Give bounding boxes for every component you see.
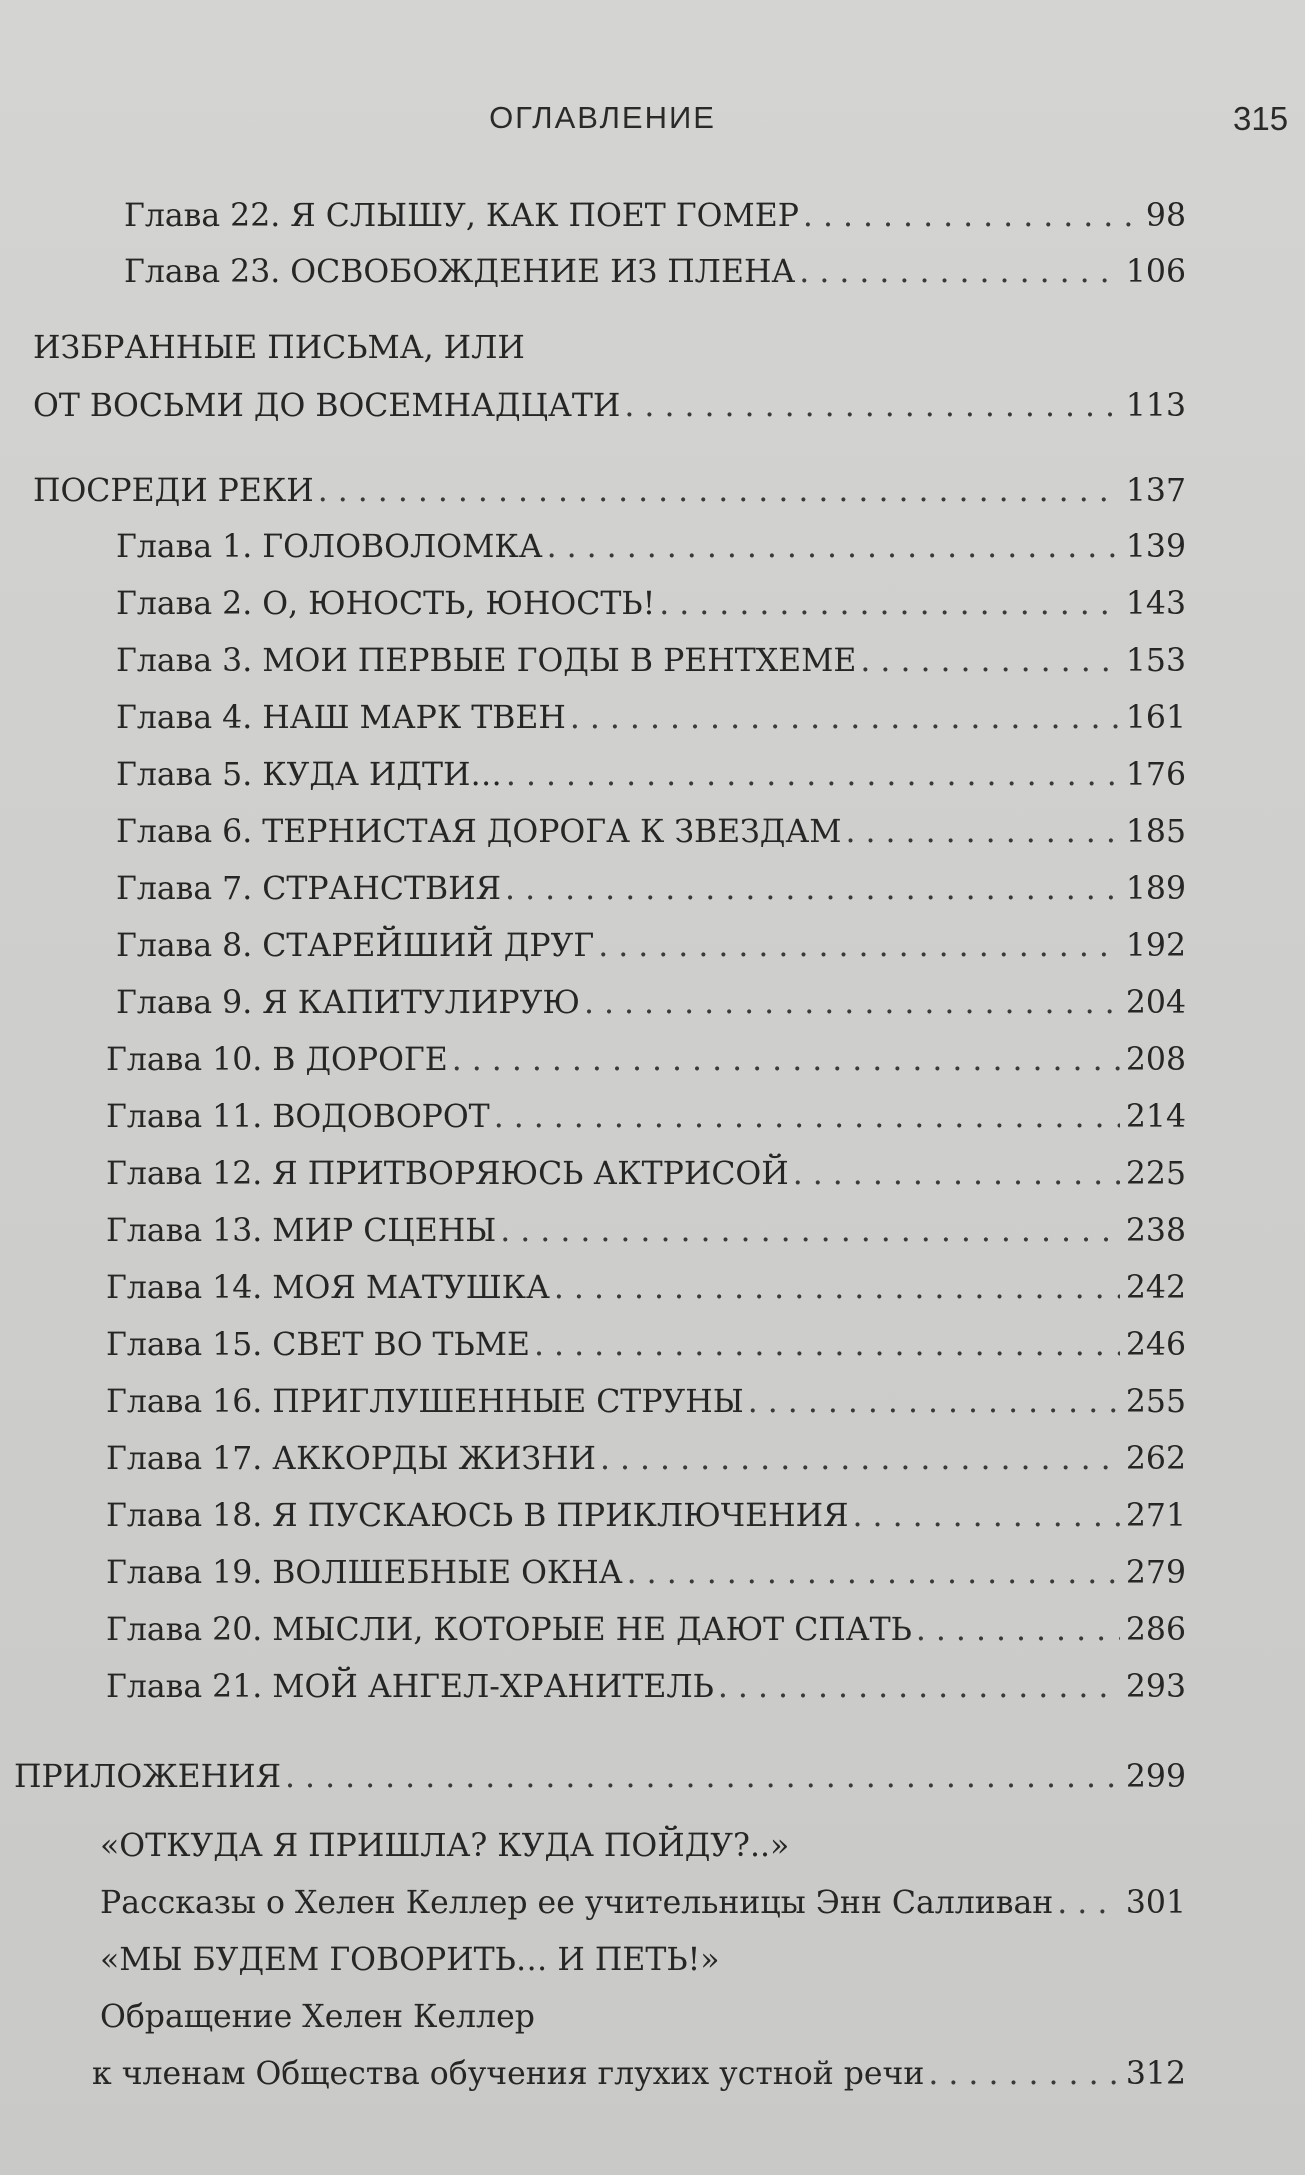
section-title: ОГЛАВЛЕНИЕ — [489, 100, 716, 135]
leader-dots — [584, 983, 1120, 1023]
toc-entry-page: 185 — [1125, 814, 1186, 850]
toc-appendix-title-line: «МЫ БУДЕМ ГОВОРИТЬ… И ПЕТЬ!» — [100, 1942, 720, 1978]
toc-entry-page: 106 — [1125, 254, 1186, 290]
toc-entry-page: 255 — [1125, 1384, 1186, 1420]
toc-entry-page: 246 — [1125, 1327, 1186, 1363]
toc-entry[interactable] — [92, 2054, 1186, 2094]
toc-entry-page: 238 — [1125, 1213, 1186, 1249]
toc-part-title-line: ИЗБРАННЫЕ ПИСЬМА, ИЛИ — [33, 330, 525, 366]
toc-entry[interactable] — [116, 926, 1186, 966]
toc-entry-page: 279 — [1125, 1555, 1186, 1591]
toc-entry[interactable] — [100, 1883, 1186, 1923]
toc-entry-title: ПРИЛОЖЕНИЯ — [14, 1759, 282, 1795]
toc-entry[interactable] — [33, 471, 1186, 511]
toc-entry[interactable] — [116, 812, 1186, 852]
leader-dots — [624, 386, 1119, 426]
toc-entry[interactable] — [124, 252, 1186, 292]
leader-dots — [845, 812, 1119, 852]
toc-entry-page: 271 — [1125, 1498, 1186, 1534]
leader-dots — [547, 527, 1120, 567]
toc-entry-page: 242 — [1125, 1270, 1186, 1306]
toc-entry-title: Глава 19. ВОЛШЕБНЫЕ ОКНА — [106, 1555, 623, 1591]
leader-dots — [505, 869, 1120, 909]
toc-entry[interactable] — [106, 1325, 1186, 1365]
toc-entry[interactable] — [116, 641, 1186, 681]
leader-dots — [1057, 1883, 1120, 1923]
toc-entry[interactable] — [33, 386, 1186, 426]
leader-dots — [570, 698, 1120, 738]
toc-entry-title: к членам Общества обучения глухих устной речи — [92, 2056, 925, 2092]
page-number: 315 — [1233, 100, 1289, 137]
leader-dots — [452, 1040, 1120, 1080]
toc-entry-title: Глава 23. ОСВОБОЖДЕНИЕ ИЗ ПЛЕНА — [124, 254, 796, 290]
leader-dots — [748, 1382, 1120, 1422]
toc-entry-title: Рассказы о Хелен Келлер ее учительницы Энн Салливан — [100, 1885, 1054, 1921]
toc-entry[interactable] — [14, 1757, 1186, 1797]
toc-entry[interactable] — [106, 1382, 1186, 1422]
toc-entry-page: 113 — [1125, 388, 1186, 424]
toc-entry-title: Глава 5. КУДА ИДТИ… — [116, 757, 502, 793]
toc-entry-title: Глава 13. МИР СЦЕНЫ — [106, 1213, 497, 1249]
toc-entry[interactable] — [116, 584, 1186, 624]
toc-entry-page: 192 — [1125, 928, 1186, 964]
toc-entry-page: 286 — [1125, 1612, 1186, 1648]
toc-entry-page: 214 — [1125, 1099, 1186, 1135]
leader-dots — [318, 471, 1120, 511]
leader-dots — [916, 1610, 1120, 1650]
toc-entry-title: Глава 6. ТЕРНИСТАЯ ДОРОГА К ЗВЕЗДАМ — [116, 814, 842, 850]
toc-entry-page: 262 — [1125, 1441, 1186, 1477]
toc-entry[interactable] — [106, 1553, 1186, 1593]
leader-dots — [803, 196, 1140, 236]
toc-entry-title: Глава 9. Я КАПИТУЛИРУЮ — [116, 985, 580, 1021]
leader-dots — [659, 584, 1120, 624]
toc-entry[interactable] — [116, 983, 1186, 1023]
toc-entry-title: Глава 3. МОИ ПЕРВЫЕ ГОДЫ В РЕНТХЕМЕ — [116, 643, 857, 679]
toc-entry-page: 143 — [1125, 586, 1186, 622]
toc-entry[interactable] — [106, 1268, 1186, 1308]
toc-entry-title: Глава 11. ВОДОВОРОТ — [106, 1099, 490, 1135]
toc-entry-page: 208 — [1125, 1042, 1186, 1078]
toc-entry[interactable] — [116, 698, 1186, 738]
toc-entry-page: 293 — [1125, 1669, 1186, 1705]
toc-entry-title: Глава 18. Я ПУСКАЮСЬ В ПРИКЛЮЧЕНИЯ — [106, 1498, 849, 1534]
toc-entry-page: 301 — [1125, 1885, 1186, 1921]
toc-entry-page: 161 — [1125, 700, 1186, 736]
toc-entry[interactable] — [106, 1667, 1186, 1707]
leader-dots — [718, 1667, 1120, 1707]
toc-entry-title: Глава 4. НАШ МАРК ТВЕН — [116, 700, 566, 736]
leader-dots — [853, 1496, 1120, 1536]
toc-entry-title: ПОСРЕДИ РЕКИ — [33, 473, 314, 509]
toc-entry[interactable] — [116, 869, 1186, 909]
toc-entry[interactable] — [116, 527, 1186, 567]
toc-entry[interactable] — [106, 1097, 1186, 1137]
toc-entry[interactable] — [106, 1439, 1186, 1479]
toc-entry-title: ОТ ВОСЬМИ ДО ВОСЕМНАДЦАТИ — [33, 388, 621, 424]
leader-dots — [494, 1097, 1120, 1137]
toc-entry-title: Глава 8. СТАРЕЙШИЙ ДРУГ — [116, 928, 595, 964]
leader-dots — [860, 641, 1119, 681]
toc-entry[interactable] — [106, 1496, 1186, 1536]
leader-dots — [534, 1325, 1120, 1365]
toc-entry-title: Глава 10. В ДОРОГЕ — [106, 1042, 448, 1078]
leader-dots — [506, 755, 1120, 795]
toc-entry-title: Глава 22. Я СЛЫШУ, КАК ПОЕТ ГОМЕР — [124, 198, 799, 234]
toc-entry[interactable] — [106, 1154, 1186, 1194]
toc-entry-title: Глава 1. ГОЛОВОЛОМКА — [116, 529, 543, 565]
toc-entry-title: Глава 15. СВЕТ ВО ТЬМЕ — [106, 1327, 531, 1363]
leader-dots — [285, 1757, 1120, 1797]
toc-entry-page: 153 — [1125, 643, 1186, 679]
toc-appendix-title-line: Обращение Хелен Келлер — [100, 1999, 535, 2035]
toc-entry-title: Глава 20. МЫСЛИ, КОТОРЫЕ НЕ ДАЮТ СПАТЬ — [106, 1612, 912, 1648]
toc-entry[interactable] — [106, 1211, 1186, 1251]
toc-entry[interactable] — [124, 196, 1186, 236]
toc-entry-page: 312 — [1125, 2056, 1186, 2092]
toc-entry-page: 98 — [1145, 198, 1186, 234]
leader-dots — [928, 2054, 1120, 2094]
toc-entry-page: 225 — [1125, 1156, 1186, 1192]
toc-entry-page: 176 — [1125, 757, 1186, 793]
toc-entry-title: Глава 12. Я ПРИТВОРЯЮСЬ АКТРИСОЙ — [106, 1156, 789, 1192]
toc-entry-page: 299 — [1125, 1759, 1186, 1795]
toc-entry-title: Глава 7. СТРАНСТВИЯ — [116, 871, 502, 907]
toc-entry-page: 139 — [1125, 529, 1186, 565]
leader-dots — [500, 1211, 1120, 1251]
leader-dots — [799, 252, 1120, 292]
leader-dots — [598, 926, 1120, 966]
toc-entry-page: 204 — [1125, 985, 1186, 1021]
toc-entry-title: Глава 17. АККОРДЫ ЖИЗНИ — [106, 1441, 596, 1477]
leader-dots — [793, 1154, 1120, 1194]
toc-entry-title: Глава 2. О, ЮНОСТЬ, ЮНОСТЬ! — [116, 586, 656, 622]
toc-appendix-title-line: «ОТКУДА Я ПРИШЛА? КУДА ПОЙДУ?..» — [100, 1828, 790, 1864]
toc-entry-title: Глава 21. МОЙ АНГЕЛ-ХРАНИТЕЛЬ — [106, 1669, 714, 1705]
toc-entry-title: Глава 14. МОЯ МАТУШКА — [106, 1270, 550, 1306]
toc-entry-page: 137 — [1125, 473, 1186, 509]
toc-entry-title: Глава 16. ПРИГЛУШЕННЫЕ СТРУНЫ — [106, 1384, 744, 1420]
toc-entry[interactable] — [106, 1040, 1186, 1080]
leader-dots — [600, 1439, 1120, 1479]
leader-dots — [627, 1553, 1120, 1593]
leader-dots — [554, 1268, 1120, 1308]
toc-entry[interactable] — [116, 755, 1186, 795]
toc-entry[interactable] — [106, 1610, 1186, 1650]
toc-entry-page: 189 — [1125, 871, 1186, 907]
